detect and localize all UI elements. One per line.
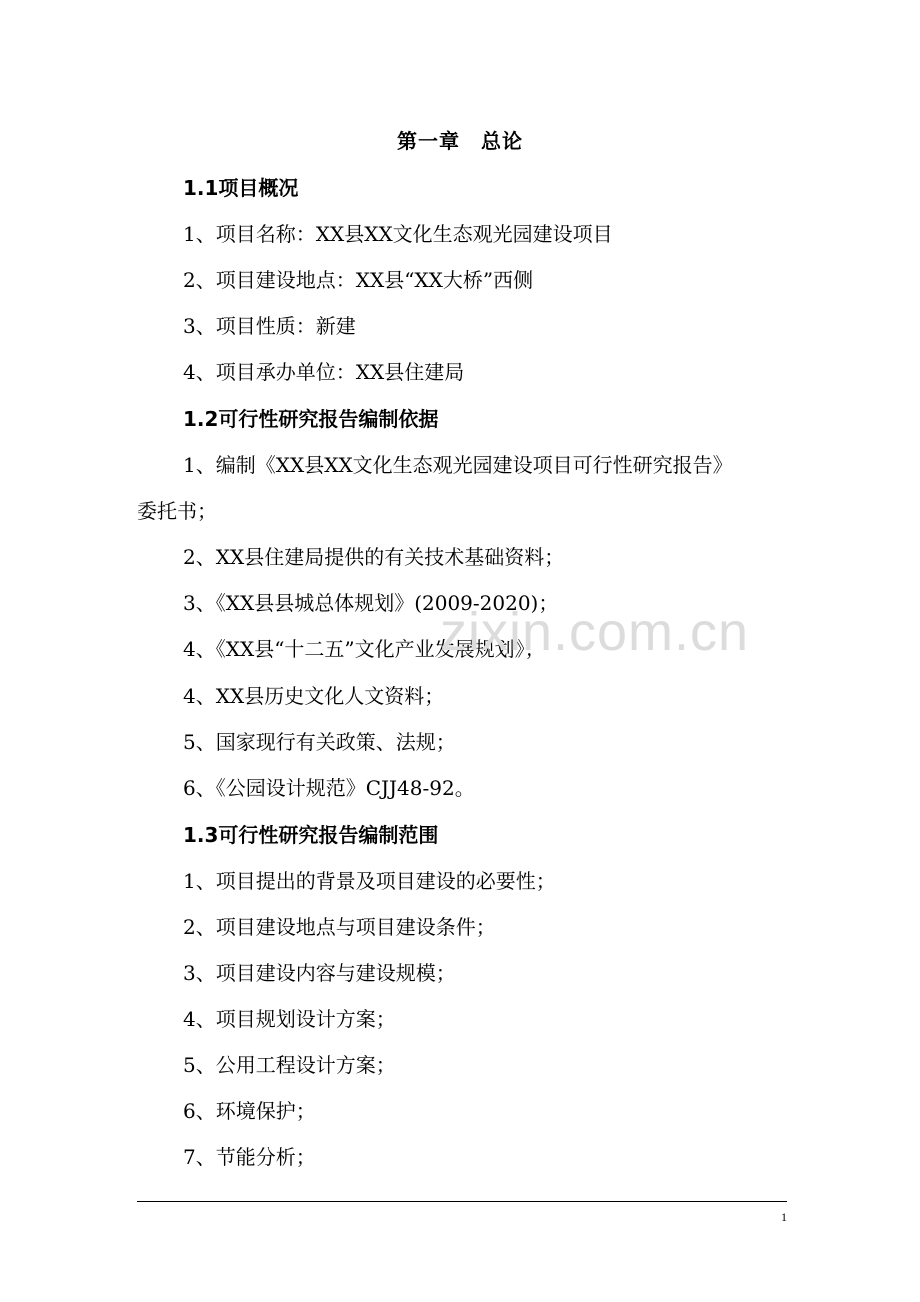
list-item: 3、《XX县县城总体规划》(2009-2020)； [183,591,559,615]
list-item: 3、项目性质：新建 [183,314,356,338]
list-item: 4、《XX县“十二五”文化产业发展规划》； [183,637,545,661]
section-heading-1-3: 1.3可行性研究报告编制范围 [183,823,439,847]
watermark: zixin.com.cn [440,602,750,662]
list-item: 5、国家现行有关政策、法规； [183,730,456,754]
footer-divider [137,1201,787,1202]
list-item: 3、项目建设内容与建设规模； [183,961,456,985]
list-item: 1、项目提出的背景及项目建设的必要性； [183,869,556,893]
section-heading-1-1: 1.1项目概况 [183,176,299,200]
list-item: 7、节能分析； [183,1145,316,1169]
chapter-title: 第一章 总论 [397,129,523,153]
list-item: 6、环境保护； [183,1099,316,1123]
list-item: 1、项目名称：XX县XX文化生态观光园建设项目 [183,222,613,246]
section-heading-1-2: 1.2可行性研究报告编制依据 [183,407,439,431]
list-item: 4、XX县历史文化人文资料； [183,684,445,708]
list-item: 4、项目承办单位：XX县住建局 [183,360,465,384]
list-item-continuation: 委托书； [137,499,217,523]
list-item: 1、编制《XX县XX文化生态观光园建设项目可行性研究报告》 [183,453,733,477]
page-number: 1 [781,1210,787,1224]
list-item: 4、项目规划设计方案； [183,1007,396,1031]
list-item: 6、《公园设计规范》CJJ48-92。 [183,776,475,800]
list-item: 5、公用工程设计方案； [183,1053,396,1077]
list-item: 2、项目建设地点与项目建设条件； [183,915,496,939]
list-item: 2、XX县住建局提供的有关技术基础资料； [183,545,565,569]
list-item: 2、项目建设地点：XX县“XX大桥”西侧 [183,268,534,292]
